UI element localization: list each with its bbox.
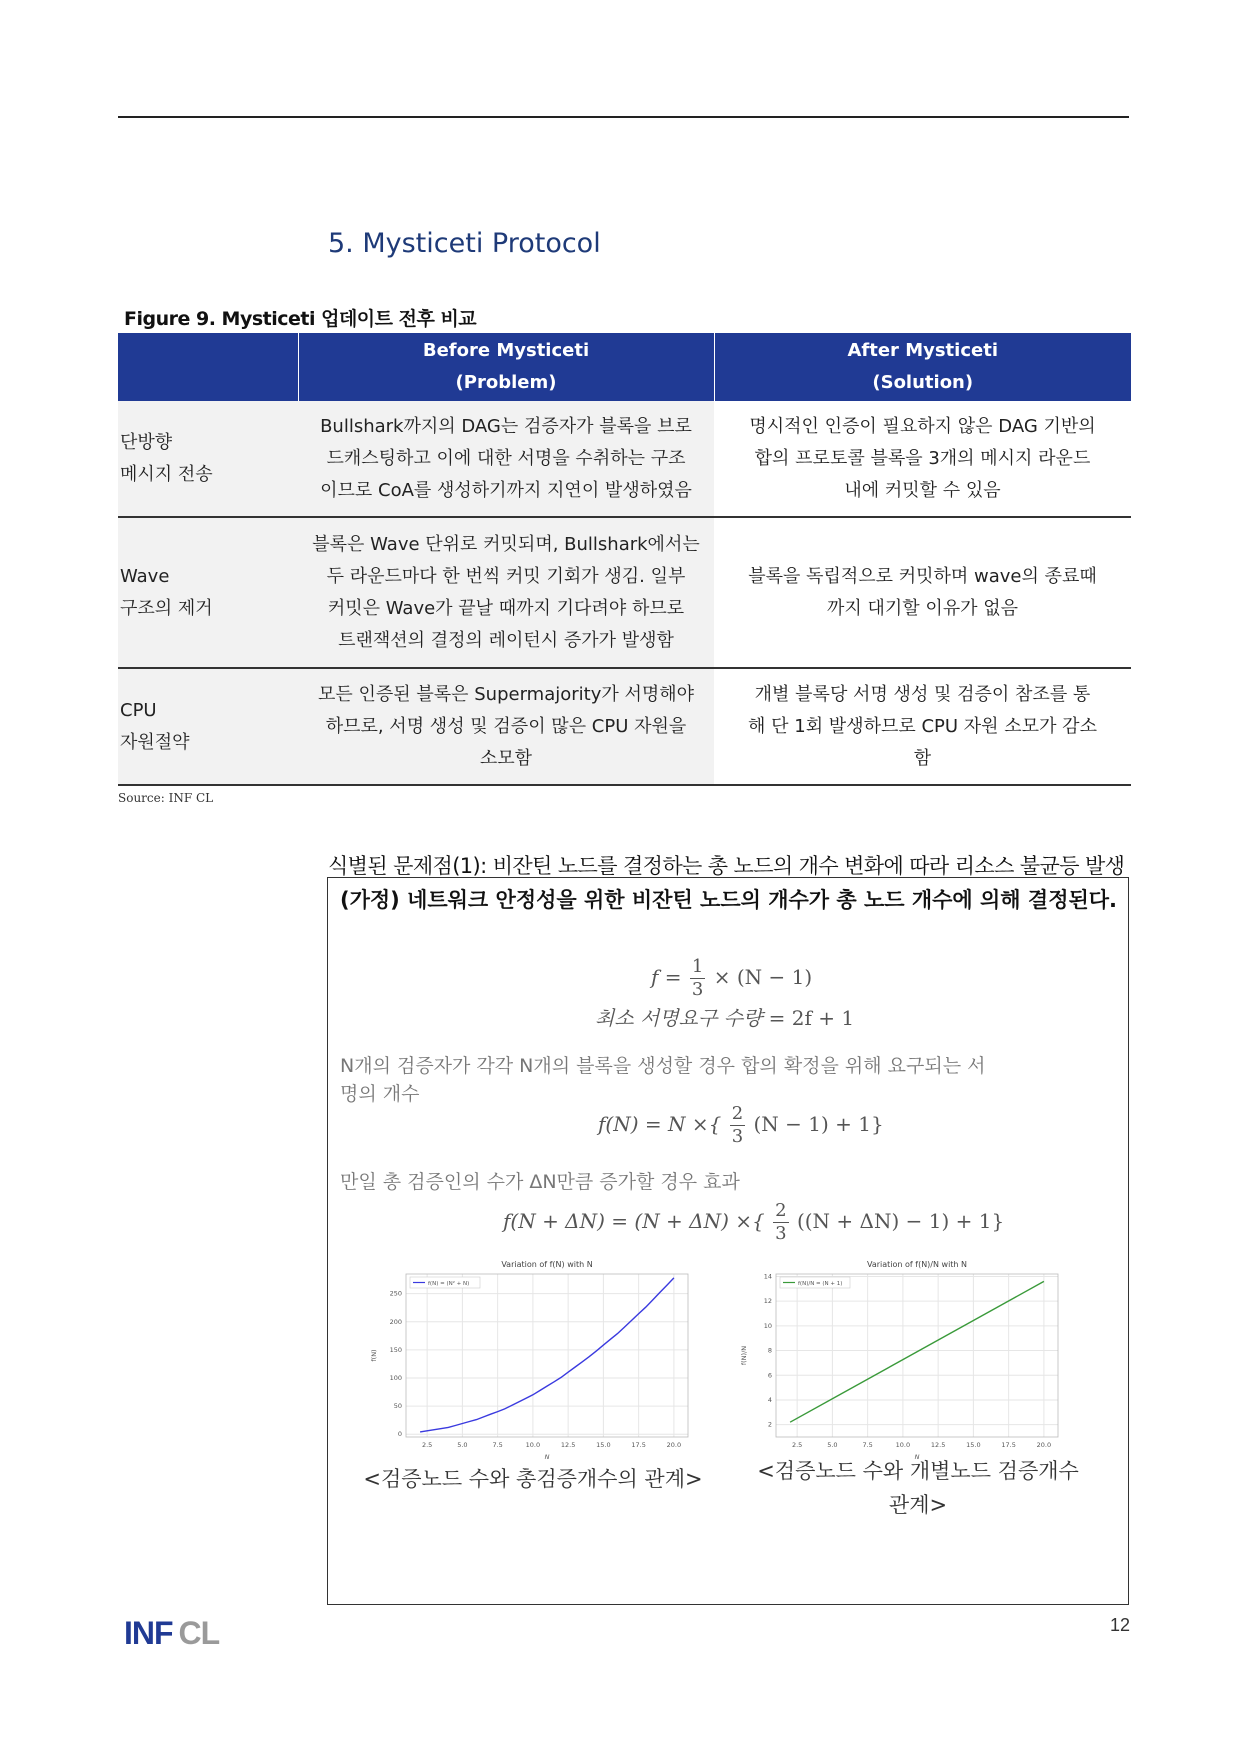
top-rule [118, 116, 1129, 118]
y-tick-label: 200 [389, 1317, 402, 1326]
cell-line: 명시적인 인증이 필요하지 않은 DAG 기반의 [749, 415, 1096, 437]
table-row [118, 517, 1131, 668]
eq1-lhs: f = [651, 965, 682, 989]
figure-caption: Figure 9. Mysticeti 업데이트 전후 비교 [124, 308, 477, 330]
cell-line: 커밋은 Wave가 끝날 때까지 기다려야 하므로 [327, 597, 685, 619]
section-heading: 5. Mysticeti Protocol [328, 228, 601, 259]
x-tick-label: 10.0 [895, 1441, 911, 1449]
x-tick-label: 7.5 [862, 1441, 873, 1449]
y-tick-label: 100 [389, 1373, 402, 1382]
cell-line: 내에 커밋할 수 있음 [844, 479, 1001, 501]
description-2: 만일 총 검증인의 수가 ΔN만큼 증가할 경우 효과 [340, 1171, 740, 1193]
series-line [420, 1278, 674, 1432]
assumption-text: (가정) 네트워크 안정성을 위한 비잔틴 노드의 개수가 총 노드 개수에 의해 결정된다. [340, 888, 1118, 912]
x-tick-label: 15.0 [596, 1441, 611, 1449]
legend-label: f(N)/N = (N + 1) [798, 1281, 843, 1287]
equation-min-signatures [595, 1002, 854, 1031]
x-tick-label: 17.5 [631, 1441, 646, 1449]
description-1-line: N개의 검증자가 각각 N개의 블록을 생성할 경우 합의 확정을 위해 요구되는 서 [340, 1055, 986, 1077]
header-after-line1: After Mysticeti [847, 340, 998, 361]
y-tick-label: 8 [767, 1346, 772, 1355]
equation-f [651, 956, 812, 1001]
eq2-lhs: 최소 서명요구 수량 [595, 1006, 763, 1030]
eq1-rhs: × (N − 1) [713, 965, 813, 989]
header-blank-cell [118, 333, 298, 401]
before-cell [298, 668, 714, 785]
x-tick-label: 15.0 [966, 1441, 981, 1449]
eq3-rhs: (N − 1) + 1} [753, 1112, 884, 1136]
row-label [118, 401, 298, 517]
row-label-line: 자원절약 [120, 731, 190, 753]
row-label [118, 517, 298, 668]
x-tick-label: 10.0 [525, 1441, 541, 1449]
page-number: 12 [1110, 1615, 1131, 1635]
x-axis-label: N [544, 1453, 550, 1461]
cell-line: 이므로 CoA를 생성하기까지 지연이 발생하였음 [320, 479, 692, 501]
y-tick-label: 14 [763, 1272, 772, 1281]
cell-line: Bullshark까지의 DAG는 검증자가 블록을 브로 [320, 415, 692, 437]
x-tick-label: 2.5 [421, 1441, 433, 1449]
table-header-row [118, 333, 1131, 401]
row-label [118, 668, 298, 785]
cell-line: 합의 프로토콜 블록을 3개의 메시지 라운드 [754, 447, 1091, 469]
after-cell [714, 517, 1131, 668]
eq4-den: 3 [775, 1223, 787, 1244]
equation-fN-delta [503, 1200, 1004, 1245]
after-cell [714, 401, 1131, 517]
table-row [118, 668, 1131, 785]
before-cell [298, 517, 714, 668]
y-tick-label: 150 [389, 1345, 402, 1354]
x-tick-label: 7.5 [492, 1441, 503, 1449]
y-tick-label: 12 [763, 1297, 772, 1306]
cell-line: 블록을 독립적으로 커밋하며 wave의 종료때 [748, 565, 1097, 587]
cell-line: 하므로, 서명 생성 및 검증이 많은 CPU 자원을 [325, 715, 687, 737]
row-label-line: Wave [120, 565, 170, 587]
chart-title: Variation of f(N) with N [501, 1260, 593, 1269]
chart-caption-right [723, 1454, 1113, 1522]
eq3-lhs: f(N) = N ×{ [598, 1112, 722, 1136]
chart-total-verifications-svg [368, 1256, 698, 1461]
source-note: Source: INF CL [118, 791, 214, 805]
header-before-line1: Before Mysticeti [422, 340, 590, 361]
x-tick-label: 5.0 [827, 1441, 838, 1449]
eq1-num: 1 [691, 956, 704, 977]
row-label-line: CPU [120, 699, 157, 721]
plot-frame [776, 1274, 1058, 1437]
eq3-fraction [730, 1103, 745, 1148]
before-cell [298, 401, 714, 517]
cell-line: 모든 인증된 블록은 Supermajority가 서명해야 [317, 683, 695, 705]
y-axis-label: f(N) [370, 1349, 378, 1362]
x-tick-label: 12.5 [560, 1441, 576, 1449]
cell-line: 트랜잭션의 결정의 레이턴시 증가가 발생함 [338, 629, 674, 651]
row-label-line: 단방향 [120, 431, 173, 453]
logo-part2: CL [178, 1615, 220, 1651]
description-1 [340, 1052, 1120, 1108]
cell-line: 소모함 [479, 747, 533, 769]
chart-total-verifications [368, 1256, 698, 1461]
x-tick-label: 5.0 [457, 1441, 468, 1449]
eq4-lhs: f(N + ΔN) = (N + ΔN) ×{ [503, 1209, 765, 1233]
eq3-num: 2 [731, 1103, 744, 1124]
cell-line: 블록은 Wave 단위로 커밋되며, Bullshark에서는 [312, 533, 700, 555]
table-row [118, 401, 1131, 517]
chart-per-node-verifications-svg [738, 1256, 1068, 1461]
equation-fN [598, 1103, 884, 1148]
y-axis-label: f(N)/N [740, 1345, 748, 1366]
x-tick-label: 2.5 [791, 1441, 803, 1449]
header-before [298, 333, 714, 401]
cell-line: 해 단 1회 발생하므로 CPU 자원 소모가 감소 [748, 715, 1097, 737]
header-after-line2: (Solution) [872, 372, 974, 393]
logo-part1: INF [124, 1615, 173, 1651]
cell-line: 개별 블록당 서명 생성 및 검증이 참조를 통 [754, 683, 1091, 705]
cell-line: 함 [913, 747, 932, 769]
x-tick-label: 17.5 [1001, 1441, 1016, 1449]
y-tick-label: 250 [389, 1289, 402, 1298]
eq1-den: 3 [691, 979, 704, 1000]
legend-label: f(N) = (N² + N) [428, 1281, 470, 1287]
description-1-line: 명의 개수 [340, 1083, 420, 1105]
y-tick-label: 50 [393, 1402, 402, 1411]
x-tick-label: 12.5 [930, 1441, 946, 1449]
chart-caption-left: <검증노드 수와 총검증개수의 관계> [363, 1467, 703, 1491]
company-logo [124, 1615, 219, 1652]
header-before-line2: (Problem) [455, 372, 557, 393]
y-tick-label: 10 [763, 1321, 772, 1330]
eq1-fraction [690, 956, 705, 1001]
comparison-table [118, 333, 1131, 786]
eq4-num: 2 [775, 1200, 787, 1221]
cell-line: 두 라운드마다 한 번씩 커밋 기회가 생김. 일부 [326, 565, 686, 587]
x-axis-label: N [914, 1453, 920, 1461]
series-line [790, 1281, 1044, 1422]
eq2-rhs: = 2f + 1 [768, 1006, 855, 1030]
y-tick-label: 2 [767, 1420, 772, 1429]
row-label-line: 구조의 제거 [120, 597, 213, 619]
y-tick-label: 6 [767, 1371, 772, 1380]
x-tick-label: 20.0 [1036, 1441, 1052, 1449]
cell-line: 드캐스팅하고 이에 대한 서명을 수취하는 구조 [326, 447, 686, 469]
x-tick-label: 20.0 [666, 1441, 682, 1449]
chart-caption-right-line: <검증노드 수와 개별노드 검증개수 [757, 1459, 1079, 1483]
chart-per-node-verifications [738, 1256, 1068, 1461]
box-title: 식별된 문제점(1): 비잔틴 노드를 결정하는 총 노드의 개수 변화에 따라 리소스 불균등 발생 [328, 854, 1125, 878]
plot-frame [406, 1274, 688, 1437]
chart-title: Variation of f(N)/N with N [866, 1260, 968, 1269]
problem-box [327, 877, 1129, 1605]
header-after [714, 333, 1131, 401]
eq4-rhs: ((N + ΔN) − 1) + 1} [796, 1209, 1005, 1233]
chart-caption-right-line: 관계> [888, 1493, 948, 1517]
after-cell [714, 668, 1131, 785]
eq4-fraction [773, 1200, 788, 1245]
cell-line: 까지 대기할 이유가 없음 [826, 597, 1019, 619]
eq3-den: 3 [731, 1126, 744, 1147]
y-tick-label: 0 [397, 1430, 402, 1439]
y-tick-label: 4 [767, 1395, 772, 1404]
row-label-line: 메시지 전송 [120, 463, 213, 485]
